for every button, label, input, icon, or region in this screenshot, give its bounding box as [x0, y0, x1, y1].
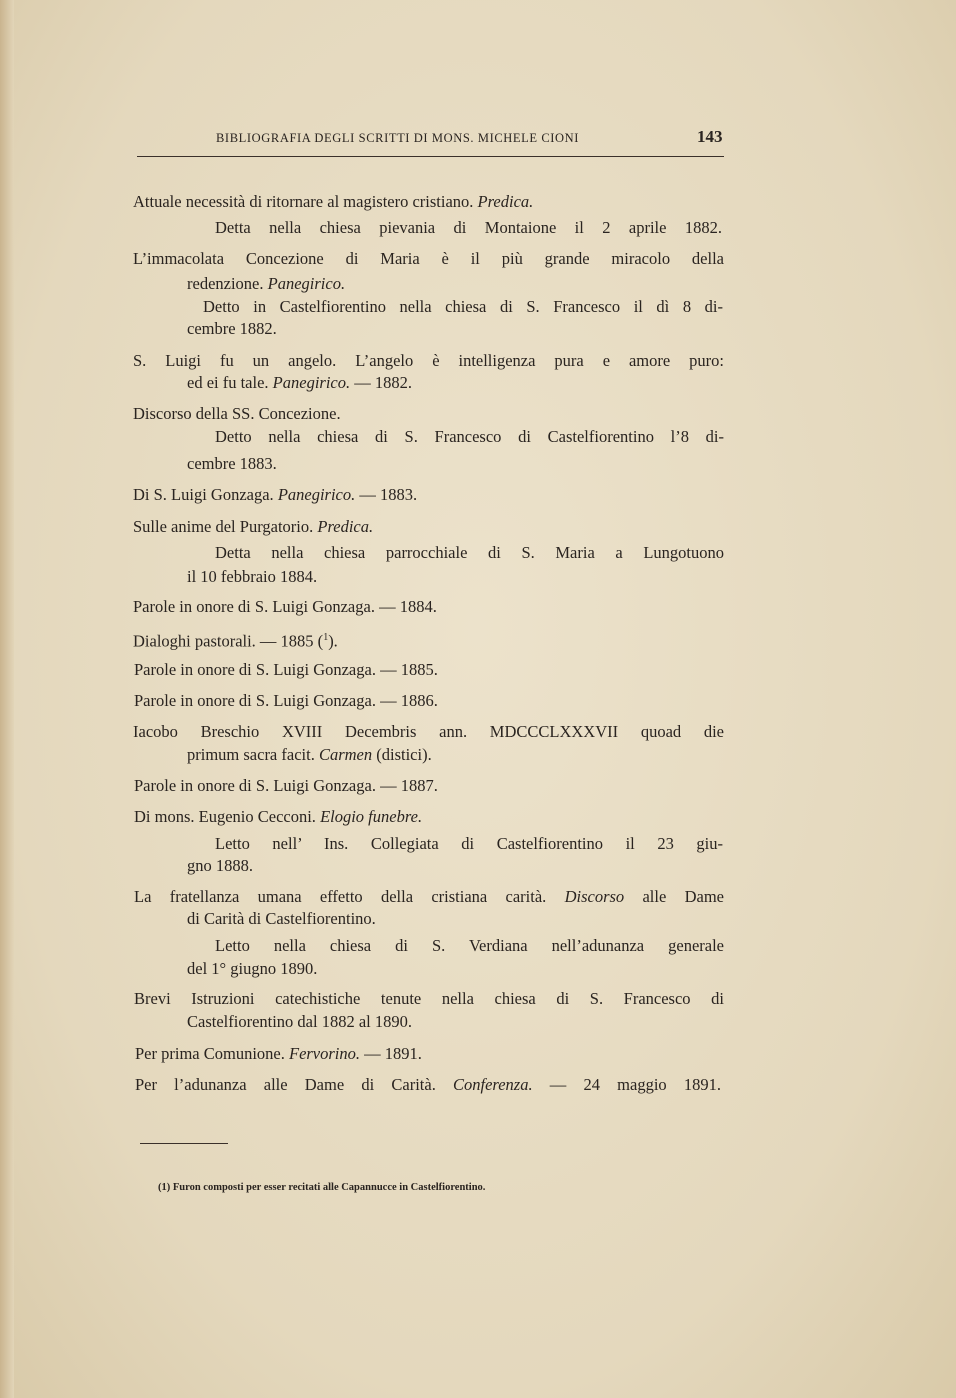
entry-line: Detta nella chiesa parrocchiale di S. Maria a Lungotuono: [215, 543, 724, 562]
entry-line: cembre 1883.: [187, 454, 277, 473]
entry-line: Sulle anime del Purgatorio. Predica.: [133, 517, 374, 536]
entry-line: Dialoghi pastorali. — 1885 ($^1$).: [133, 631, 338, 651]
header-rule: [137, 156, 724, 157]
entry-line: il 10 febbraio 1884.: [187, 567, 318, 586]
footnote-rule: [140, 1143, 228, 1144]
entry-line: S. Luigi fu un angelo. L’angelo è intelligenza pura e amore puro:: [133, 351, 724, 370]
entry-line: Discorso della SS. Concezione.: [133, 404, 341, 423]
entry-line: Attuale necessità di ritornare al magistero cristiano. Predica.: [133, 192, 534, 211]
entry-line: ed ei fu tale. Panegirico. — 1882.: [187, 373, 412, 392]
entry-line: Letto nella chiesa di S. Verdiana nell’adunanza generale: [215, 936, 724, 955]
entry-line: Parole in onore di S. Luigi Gonzaga. — 1886.: [134, 691, 438, 710]
running-title: BIBLIOGRAFIA DEGLI SCRITTI DI MONS. MICHELE CIONI: [216, 131, 580, 145]
entry-line: gno 1888.: [187, 856, 253, 875]
entry-line: del 1° giugno 1890.: [187, 959, 318, 978]
entry-line: di Carità di Castelfiorentino.: [187, 909, 376, 928]
entry-line: Parole in onore di S. Luigi Gonzaga. — 1884.: [133, 597, 437, 616]
page-number: 143: [697, 127, 723, 146]
entry-line: Per prima Comunione. Fervorino. — 1891.: [135, 1044, 422, 1063]
entry-line: Di mons. Eugenio Cecconi. Elogio funebre.: [134, 807, 423, 826]
entry-line: Iacobo Breschio XVIII Decembris ann. MDCCCLXXXVII quoad die: [133, 722, 724, 741]
page-gutter-edge: [0, 0, 14, 1398]
entry-line: L’immacolata Concezione di Maria è il più grande miracolo della: [133, 249, 724, 268]
entry-line: Parole in onore di S. Luigi Gonzaga. — 1887.: [134, 776, 438, 795]
entry-line: Letto nell’ Ins. Collegiata di Castelfiorentino il 23 giu-: [215, 834, 723, 853]
entry-line: primum sacra facit. Carmen (distici).: [187, 745, 432, 764]
footnote-marker: 1: [323, 632, 329, 643]
entry-line: Detto nella chiesa di S. Francesco di Castelfiorentino l’8 di-: [215, 427, 724, 446]
entry-line: Parole in onore di S. Luigi Gonzaga. — 1885.: [134, 660, 438, 679]
entry-line: Castelfiorentino dal 1882 al 1890.: [187, 1012, 412, 1031]
entry-line: La fratellanza umana effetto della cristiana carità. Discorso alle Dame: [134, 887, 724, 906]
entry-line: Per l’adunanza alle Dame di Carità. Conferenza. — 24 maggio 1891.: [135, 1075, 721, 1094]
entry-line: Brevi Istruzioni catechistiche tenute nella chiesa di S. Francesco di: [134, 989, 724, 1008]
footnote: (1) Furon composti per esser recitati alle Capannucce in Castelfiorentino.: [158, 1182, 486, 1193]
entry-line: redenzione. Panegirico.: [187, 274, 346, 293]
entry-line: cembre 1882.: [187, 319, 277, 338]
entry-line: Detto in Castelfiorentino nella chiesa di S. Francesco il dì 8 di-: [203, 297, 723, 316]
entry-line: Di S. Luigi Gonzaga. Panegirico. — 1883.: [133, 485, 418, 504]
entry-line: Detta nella chiesa pievania di Montaione il 2 aprile 1882.: [215, 218, 722, 237]
